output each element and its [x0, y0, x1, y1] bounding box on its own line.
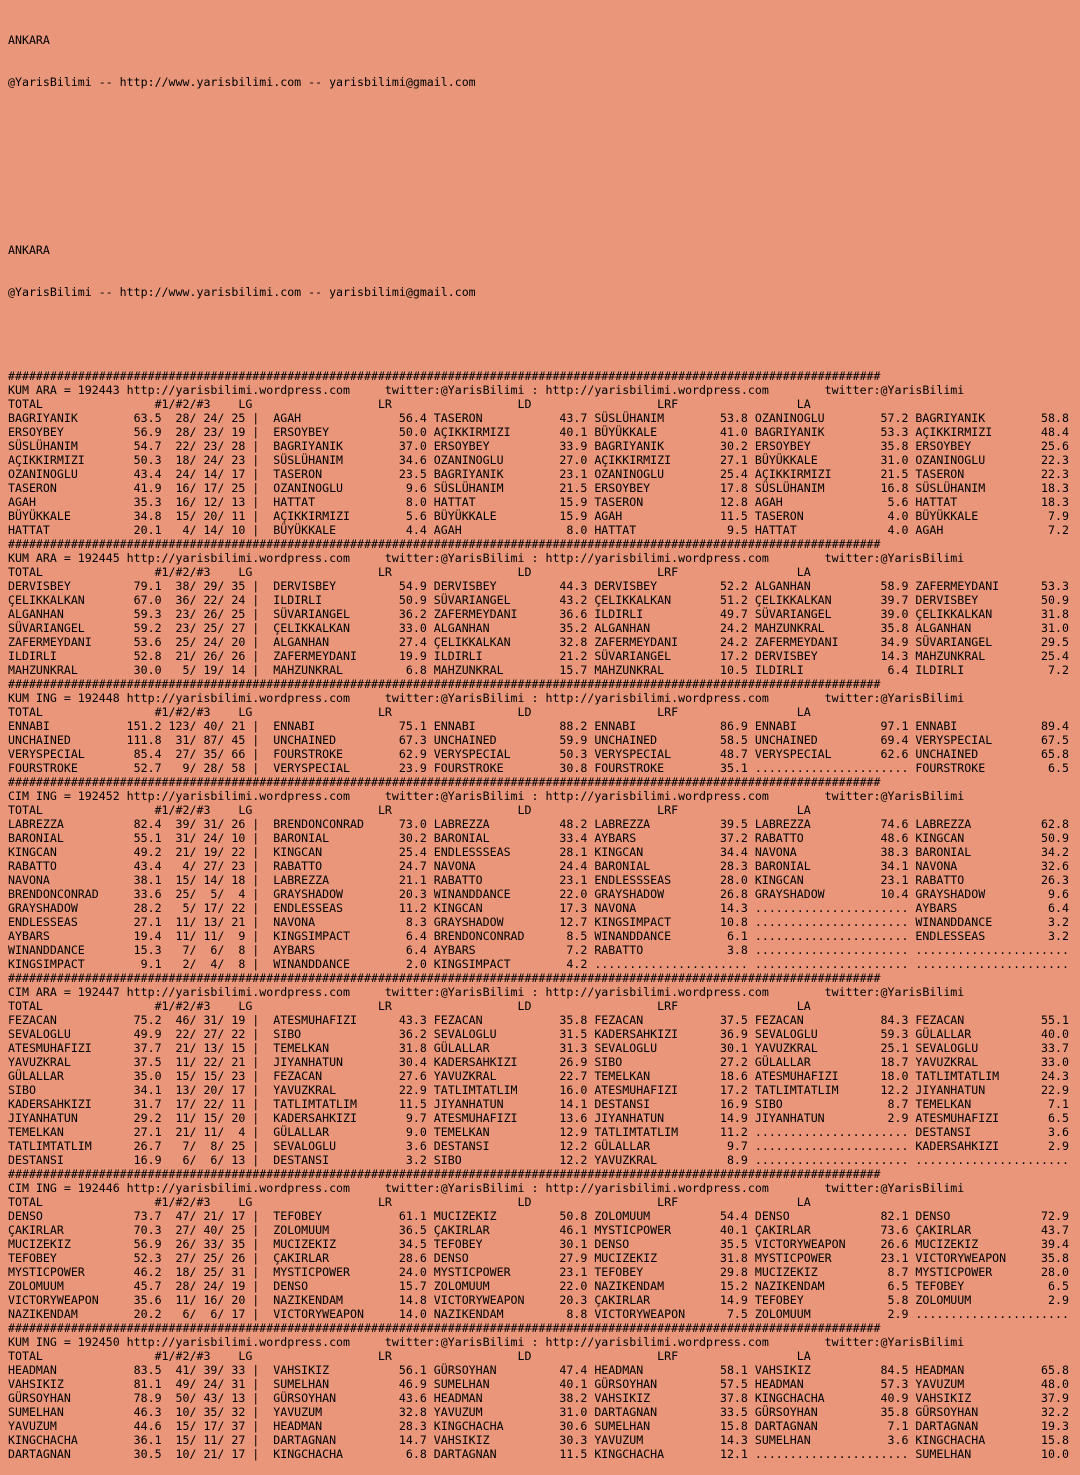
city-heading: ANKARA: [8, 243, 50, 257]
table-row: KINGSIMPACT 9.1 2/ 4/ 8 | WINANDDANCE 2.0 KINGSIMPACT 4.2 ...................... ...................... ......................: [8, 957, 1069, 971]
table-row: JIYANHATUN 29.2 11/ 15/ 20 | KADERSAHKIZI 9.7 ATESMUHAFIZI 13.6 JIYANHATUN 14.9 JIYANHATUN 2.9 ATESMUHAFIZI 6.5: [8, 1111, 1069, 1125]
table-row: FOURSTROKE 52.7 9/ 28/ 58 | VERYSPECIAL 23.9 FOURSTROKE 30.8 FOURSTROKE 35.1 ...................... FOURSTROKE 6.5: [8, 761, 1069, 775]
separator-line: #############################################################################################################################: [8, 369, 881, 383]
table-row: SÜVARIANGEL 59.2 23/ 25/ 27 | ÇELIKKALKAN 33.0 ALGANHAN 35.2 ALGANHAN 24.2 MAHZUNKRAL 35.8 ALGANHAN 31.0: [8, 621, 1069, 635]
race-title-line: KUM ING = 192448 http://yarisbilimi.wordpress.com twitter:@YarisBilimi : http://yarisbilimi.wordpress.com twitter:@YarisBilimi: [8, 691, 965, 705]
table-row: TASERON 41.9 16/ 17/ 25 | OZANINOGLU 9.6 SÜSLÜHANIM 21.5 ERSOYBEY 17.8 SÜSLÜHANIM 16.8 SÜSLÜHANIM 18.3: [8, 481, 1069, 495]
race-table: [8, 537, 1080, 677]
table-header-row: TOTAL #1/#2/#3 LG LR LD LRF LA: [8, 999, 811, 1013]
spacer: [8, 201, 1080, 215]
race-table: [8, 369, 1080, 537]
table-row: MAHZUNKRAL 30.0 5/ 19/ 14 | MAHZUNKRAL 6.8 MAHZUNKRAL 15.7 MAHZUNKRAL 10.5 ILDIRLI 6.4 ILDIRLI 7.2: [8, 663, 1069, 677]
race-table: [8, 775, 1080, 971]
race-table: [8, 1167, 1080, 1321]
race-tables: [8, 369, 1080, 1461]
table-header-row: TOTAL #1/#2/#3 LG LR LD LRF LA: [8, 1195, 811, 1209]
table-row: ÇELIKKALKAN 67.0 36/ 22/ 24 | ILDIRLI 50.9 SÜVARIANGEL 43.2 ÇELIKKALKAN 51.2 ÇELIKKALKAN 39.7 DERVISBEY 50.9: [8, 593, 1069, 607]
separator-line: #############################################################################################################################: [8, 677, 881, 691]
city-heading: ANKARA: [8, 33, 50, 47]
race-table: [8, 1321, 1080, 1461]
table-row: NAVONA 38.1 15/ 14/ 18 | LABREZZA 21.1 RABATTO 23.1 ENDLESSSEAS 28.0 KINGCAN 23.1 RABATTO 26.3: [8, 873, 1069, 887]
table-row: HEADMAN 83.5 41/ 39/ 33 | VAHSIKIZ 56.1 GÜRSOYHAN 47.4 HEADMAN 58.1 VAHSIKIZ 84.5 HEADMAN 65.8: [8, 1363, 1069, 1377]
table-row: DERVISBEY 79.1 38/ 29/ 35 | DERVISBEY 54.9 DERVISBEY 44.3 DERVISBEY 52.2 ALGANHAN 58.9 ZAFERMEYDANI 53.3: [8, 579, 1069, 593]
table-header-row: TOTAL #1/#2/#3 LG LR LD LRF LA: [8, 565, 811, 579]
separator-line: #############################################################################################################################: [8, 775, 881, 789]
table-row: ÇAKIRLAR 70.3 27/ 40/ 25 | ZOLOMUUM 36.5 ÇAKIRLAR 46.1 MYSTICPOWER 40.1 ÇAKIRLAR 73.6 ÇAKIRLAR 43.7: [8, 1223, 1069, 1237]
table-row: FEZACAN 75.2 46/ 31/ 19 | ATESMUHAFIZI 43.3 FEZACAN 35.8 FEZACAN 37.5 FEZACAN 84.3 FEZACAN 55.1: [8, 1013, 1069, 1027]
table-row: NAZIKENDAM 20.2 6/ 6/ 17 | VICTORYWEAPON 14.0 NAZIKENDAM 8.8 VICTORYWEAPON 7.5 ZOLOMUUM 2.9 ......................: [8, 1307, 1069, 1321]
table-row: GÜRSOYHAN 78.9 50/ 43/ 13 | GÜRSOYHAN 43.6 HEADMAN 38.2 VAHSIKIZ 37.8 KINGCHACHA 40.9 VAHSIKIZ 37.9: [8, 1391, 1069, 1405]
table-row: SUMELHAN 46.3 10/ 35/ 32 | YAVUZUM 32.8 YAVUZUM 31.0 DARTAGNAN 33.5 GÜRSOYHAN 35.8 GÜRSOYHAN 32.2: [8, 1405, 1069, 1419]
race-title-line: CIM ING = 192446 http://yarisbilimi.wordpress.com twitter:@YarisBilimi : http://yarisbilimi.wordpress.com twitter:@YarisBilimi: [8, 1181, 965, 1195]
credit-line: @YarisBilimi -- http://www.yarisbilimi.com -- yarisbilimi@gmail.com: [8, 285, 476, 299]
race-table: [8, 677, 1080, 775]
table-row: AGAH 35.3 16/ 12/ 13 | HATTAT 8.0 HATTAT 15.9 TASERON 12.8 AGAH 5.6 HATTAT 18.3: [8, 495, 1069, 509]
table-row: BAGRIYANIK 63.5 28/ 24/ 25 | AGAH 56.4 TASERON 43.7 SÜSLÜHANIM 53.8 OZANINOGLU 57.2 BAGRIYANIK 58.8: [8, 411, 1069, 425]
spacer: [8, 117, 1080, 131]
table-row: ALGANHAN 59.3 23/ 26/ 25 | SÜVARIANGEL 36.2 ZAFERMEYDANI 36.6 ILDIRLI 49.7 SÜVARIANGEL 39.0 ÇELIKKALKAN 31.8: [8, 607, 1069, 621]
table-row: BRENDONCONRAD 33.6 25/ 5/ 4 | GRAYSHADOW 20.3 WINANDDANCE 22.0 GRAYSHADOW 26.8 GRAYSHADOW 10.4 GRAYSHADOW 9.6: [8, 887, 1069, 901]
table-row: GÜLALLAR 35.0 15/ 15/ 23 | FEZACAN 27.6 YAVUZKRAL 22.7 TEMELKAN 18.6 ATESMUHAFIZI 18.0 TATLIMTATLIM 24.3: [8, 1069, 1069, 1083]
table-row: DENSO 73.7 47/ 21/ 17 | TEFOBEY 61.1 MUCIZEKIZ 50.8 ZOLOMUUM 54.4 DENSO 82.1 DENSO 72.9: [8, 1209, 1069, 1223]
race-title-line: CIM ING = 192452 http://yarisbilimi.wordpress.com twitter:@YarisBilimi : http://yarisbilimi.wordpress.com twitter:@YarisBilimi: [8, 789, 965, 803]
table-row: ILDIRLI 52.8 21/ 26/ 26 | ZAFERMEYDANI 19.9 ILDIRLI 21.2 SÜVARIANGEL 17.2 DERVISBEY 14.3 MAHZUNKRAL 25.4: [8, 649, 1069, 663]
table-row: VAHSIKIZ 81.1 49/ 24/ 31 | SUMELHAN 46.9 SUMELHAN 40.1 GÜRSOYHAN 57.5 HEADMAN 57.3 YAVUZUM 48.0: [8, 1377, 1069, 1391]
table-row: MYSTICPOWER 46.2 18/ 25/ 31 | MYSTICPOWER 24.0 MYSTICPOWER 23.1 TEFOBEY 29.8 MUCIZEKIZ 8.7 MYSTICPOWER 28.0: [8, 1265, 1069, 1279]
separator-line: #############################################################################################################################: [8, 1167, 881, 1181]
table-header-row: TOTAL #1/#2/#3 LG LR LD LRF LA: [8, 397, 811, 411]
race-title-line: KUM ARA = 192445 http://yarisbilimi.wordpress.com twitter:@YarisBilimi : http://yarisbilimi.wordpress.com twitter:@YarisBilimi: [8, 551, 965, 565]
table-row: HATTAT 20.1 4/ 14/ 10 | BÜYÜKKALE 4.4 AGAH 8.0 HATTAT 9.5 HATTAT 4.0 AGAH 7.2: [8, 523, 1069, 537]
separator-line: #############################################################################################################################: [8, 971, 881, 985]
table-row: KINGCAN 49.2 21/ 19/ 22 | KINGCAN 25.4 ENDLESSSEAS 28.1 KINGCAN 34.4 NAVONA 38.3 BARONIAL 34.2: [8, 845, 1069, 859]
table-row: DESTANSI 16.9 6/ 6/ 13 | DESTANSI 3.2 SIBO 12.2 YAVUZKRAL 8.9 ...................... ......................: [8, 1153, 1069, 1167]
separator-line: #############################################################################################################################: [8, 1321, 881, 1335]
table-row: OZANINOGLU 43.4 24/ 14/ 17 | TASERON 23.5 BAGRIYANIK 23.1 OZANINOGLU 25.4 AÇIKKIRMIZI 21.5 TASERON 22.3: [8, 467, 1069, 481]
table-row: ENDLESSEAS 27.1 11/ 13/ 21 | NAVONA 8.3 GRAYSHADOW 12.7 KINGSIMPACT 10.8 ...................... WINANDDANCE 3.2: [8, 915, 1069, 929]
separator-line: #############################################################################################################################: [8, 537, 881, 551]
table-row: YAVUZUM 44.6 15/ 17/ 37 | HEADMAN 28.3 KINGCHACHA 30.6 SUMELHAN 15.8 DARTAGNAN 7.1 DARTAGNAN 19.3: [8, 1419, 1069, 1433]
table-row: TEFOBEY 52.3 27/ 25/ 26 | ÇAKIRLAR 28.6 DENSO 27.9 MUCIZEKIZ 31.8 MYSTICPOWER 23.1 VICTORYWEAPON 35.8: [8, 1251, 1069, 1265]
table-row: UNCHAINED 111.8 31/ 87/ 45 | UNCHAINED 67.3 UNCHAINED 59.9 UNCHAINED 58.5 UNCHAINED 69.4 VERYSPECIAL 67.5: [8, 733, 1069, 747]
table-row: DARTAGNAN 30.5 10/ 21/ 17 | KINGCHACHA 6.8 DARTAGNAN 11.5 KINGCHACHA 12.1 ...................... SUMELHAN 10.0: [8, 1447, 1069, 1461]
table-row: RABATTO 43.4 4/ 27/ 23 | RABATTO 24.7 NAVONA 24.4 BARONIAL 28.3 BARONIAL 34.1 NAVONA 32.6: [8, 859, 1069, 873]
race-table: [8, 971, 1080, 1167]
table-row: MUCIZEKIZ 56.9 26/ 33/ 35 | MUCIZEKIZ 34.5 TEFOBEY 30.1 DENSO 35.5 VICTORYWEAPON 26.6 MUCIZEKIZ 39.4: [8, 1237, 1069, 1251]
table-row: AYBARS 19.4 11/ 11/ 9 | KINGSIMPACT 6.4 BRENDONCONRAD 8.5 WINANDDANCE 6.1 ...................... ENDLESSEAS 3.2: [8, 929, 1069, 943]
table-row: KINGCHACHA 36.1 15/ 11/ 27 | DARTAGNAN 14.7 VAHSIKIZ 30.3 YAVUZUM 14.3 SUMELHAN 3.6 KINGCHACHA 15.8: [8, 1433, 1069, 1447]
table-row: SEVALOGLU 49.9 22/ 27/ 22 | SIBO 36.2 SEVALOGLU 31.5 KADERSAHKIZI 36.9 SEVALOGLU 59.3 GÜLALLAR 40.0: [8, 1027, 1069, 1041]
table-header-row: TOTAL #1/#2/#3 LG LR LD LRF LA: [8, 705, 811, 719]
credit-line: @YarisBilimi -- http://www.yarisbilimi.com -- yarisbilimi@gmail.com: [8, 75, 476, 89]
table-row: SÜSLÜHANIM 54.7 22/ 23/ 28 | BAGRIYANIK 37.0 ERSOYBEY 33.9 BAGRIYANIK 30.2 ERSOYBEY 35.8 ERSOYBEY 25.6: [8, 439, 1069, 453]
table-row: BARONIAL 55.1 31/ 24/ 10 | BARONIAL 30.2 BARONIAL 33.4 AYBARS 37.2 RABATTO 48.6 KINGCAN 50.9: [8, 831, 1069, 845]
table-header-row: TOTAL #1/#2/#3 LG LR LD LRF LA: [8, 1349, 811, 1363]
race-title-line: CIM ARA = 192447 http://yarisbilimi.wordpress.com twitter:@YarisBilimi : http://yarisbilimi.wordpress.com twitter:@YarisBilimi: [8, 985, 965, 999]
table-row: ZOLOMUUM 45.7 28/ 24/ 19 | DENSO 15.7 ZOLOMUUM 22.0 NAZIKENDAM 15.2 NAZIKENDAM 6.5 TEFOBEY 6.5: [8, 1279, 1069, 1293]
table-row: WINANDDANCE 15.3 7/ 6/ 8 | AYBARS 6.4 AYBARS 7.2 RABATTO 3.8 ...................... ......................: [8, 943, 1069, 957]
table-row: ERSOYBEY 56.9 28/ 23/ 19 | ERSOYBEY 50.0 AÇIKKIRMIZI 40.1 BÜYÜKKALE 41.0 BAGRIYANIK 53.3 AÇIKKIRMIZI 48.4: [8, 425, 1069, 439]
spacer: [8, 159, 1080, 173]
table-row: ATESMUHAFIZI 37.7 21/ 13/ 15 | TEMELKAN 31.8 GÜLALLAR 31.3 SEVALOGLU 30.1 YAVUZKRAL 25.1 SEVALOGLU 33.7: [8, 1041, 1069, 1055]
table-row: KADERSAHKIZI 31.7 17/ 22/ 11 | TATLIMTATLIM 11.5 JIYANHATUN 14.1 DESTANSI 16.9 SIBO 8.7 TEMELKAN 7.1: [8, 1097, 1069, 1111]
table-row: VICTORYWEAPON 35.6 11/ 16/ 20 | NAZIKENDAM 14.8 VICTORYWEAPON 20.3 ÇAKIRLAR 14.9 TEFOBEY 5.8 ZOLOMUUM 2.9: [8, 1293, 1069, 1307]
table-row: ENNABI 151.2 123/ 40/ 21 | ENNABI 75.1 ENNABI 88.2 ENNABI 86.9 ENNABI 97.1 ENNABI 89.4: [8, 719, 1069, 733]
table-row: SIBO 34.1 13/ 20/ 17 | YAVUZKRAL 22.9 TATLIMTATLIM 16.0 ATESMUHAFIZI 17.2 TATLIMTATLIM 12.2 JIYANHATUN 22.9: [8, 1083, 1069, 1097]
table-row: BÜYÜKKALE 34.8 15/ 20/ 11 | AÇIKKIRMIZI 5.6 BÜYÜKKALE 15.9 AGAH 11.5 TASERON 4.0 BÜYÜKKALE 7.9: [8, 509, 1069, 523]
table-header-row: TOTAL #1/#2/#3 LG LR LD LRF LA: [8, 803, 811, 817]
table-row: VERYSPECIAL 85.4 27/ 35/ 66 | FOURSTROKE 62.9 VERYSPECIAL 50.3 VERYSPECIAL 48.7 VERYSPECIAL 62.6 UNCHAINED 65.8: [8, 747, 1069, 761]
table-row: TEMELKAN 27.1 21/ 11/ 4 | GÜLALLAR 9.0 TEMELKAN 12.9 TATLIMTATLIM 11.2 ...................... DESTANSI 3.6: [8, 1125, 1069, 1139]
table-row: YAVUZKRAL 37.5 11/ 22/ 21 | JIYANHATUN 30.4 KADERSAHKIZI 26.9 SIBO 27.2 GÜLALLAR 18.7 YAVUZKRAL 33.0: [8, 1055, 1069, 1069]
race-title-line: KUM ING = 192450 http://yarisbilimi.wordpress.com twitter:@YarisBilimi : http://yarisbilimi.wordpress.com twitter:@YarisBilimi: [8, 1335, 965, 1349]
table-row: TATLIMTATLIM 26.7 7/ 8/ 25 | SEVALOGLU 3.6 DESTANSI 12.2 GÜLALLAR 9.7 ...................... KADERSAHKIZI 2.9: [8, 1139, 1069, 1153]
table-row: ZAFERMEYDANI 53.6 25/ 24/ 20 | ALGANHAN 27.4 ÇELIKKALKAN 32.8 ZAFERMEYDANI 24.2 ZAFERMEYDANI 34.9 SÜVARIANGEL 29.5: [8, 635, 1069, 649]
table-row: AÇIKKIRMIZI 50.3 18/ 24/ 23 | SÜSLÜHANIM 34.6 OZANINOGLU 27.0 AÇIKKIRMIZI 27.1 BÜYÜKKALE 31.0 OZANINOGLU 22.3: [8, 453, 1069, 467]
table-row: LABREZZA 82.4 39/ 31/ 26 | BRENDONCONRAD 73.0 LABREZZA 48.2 LABREZZA 39.5 LABREZZA 74.6 LABREZZA 62.8: [8, 817, 1069, 831]
race-title-line: KUM ARA = 192443 http://yarisbilimi.wordpress.com twitter:@YarisBilimi : http://yarisbilimi.wordpress.com twitter:@YarisBilimi: [8, 383, 965, 397]
spacer: [8, 327, 1080, 341]
table-row: GRAYSHADOW 28.2 5/ 17/ 22 | ENDLESSEAS 11.2 KINGCAN 17.3 NAVONA 14.3 ...................... AYBARS 6.4: [8, 901, 1069, 915]
